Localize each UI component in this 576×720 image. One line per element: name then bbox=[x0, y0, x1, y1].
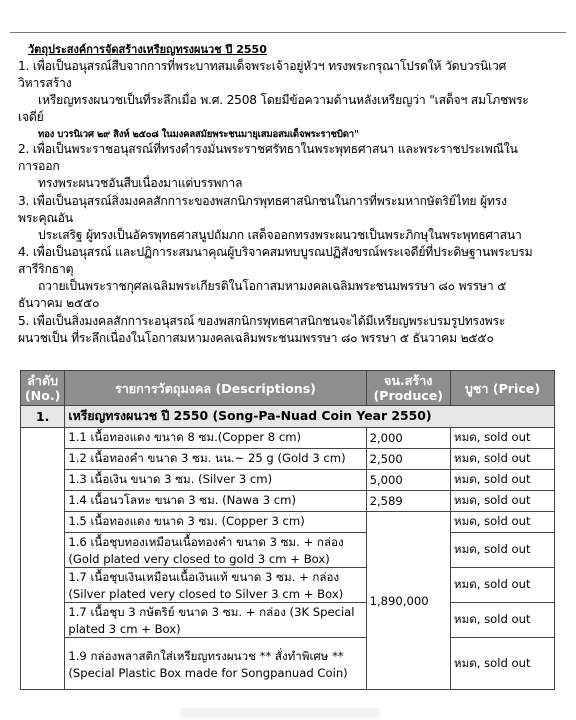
row-description: 1.7 เนื้อชุบ 3 กษัตริย์ ขนาด 3 ซม. + กล่อง (3K Special plated 3 cm + Box) bbox=[65, 603, 366, 638]
row-price: หมด, sold out bbox=[450, 638, 554, 690]
table-row bbox=[21, 533, 555, 568]
section-row bbox=[21, 406, 555, 428]
text-line: การออก bbox=[18, 159, 60, 173]
header-descriptions: รายการวัตถุมงคล (Descriptions) bbox=[65, 371, 366, 406]
top-divider bbox=[10, 32, 566, 33]
row-produce: 2,500 bbox=[366, 449, 450, 470]
header-price: บูชา (Price) bbox=[450, 371, 554, 406]
text-line: ธันวาคม ๒๕๕๐ bbox=[18, 296, 100, 310]
table-row bbox=[21, 603, 555, 638]
table-header-row bbox=[21, 371, 555, 406]
paragraph-4 bbox=[18, 244, 560, 312]
row-price: หมด, sold out bbox=[450, 603, 554, 638]
row-description: 1.6 เนื้อชุบทองเหมือนเนื้อทองคำ ขนาด 3 ซม. + กล่อง (Gold plated very closed to gold 3 cm + Box) bbox=[65, 533, 366, 568]
text-line: ประเสริฐ ผู้ทรงเป็นอัครพุทธศาสนูปถัมภก เสด็จออกทรงพระผนวชเป็นพระภิกษุในพระพุทธศาสนา bbox=[38, 228, 522, 242]
row-price: หมด, sold out bbox=[450, 512, 554, 533]
page-heading: วัตถุประสงค์การจัดสร้างเหรียญทรงผนวช ปี 2550 bbox=[28, 43, 267, 56]
table-row bbox=[21, 638, 555, 690]
empty-cell bbox=[21, 428, 65, 690]
table-row bbox=[21, 428, 555, 449]
header-produce: จน.สร้าง (Produce) bbox=[366, 371, 450, 406]
row-produce: 2,589 bbox=[366, 491, 450, 512]
text-line: ผนวชเป็น ที่ระลึกเนื่องในโอกาสมหามงคลเฉลิมพระชนมพรรษา ๘๐ พรรษา ๕ ธันวาคม ๒๕๕๐ bbox=[18, 331, 494, 345]
table-row bbox=[21, 449, 555, 470]
row-description: 1.2 เนื้อทองคำ ขนาด 3 ซม. นน.~ 25 g (Gold 3 cm) bbox=[65, 449, 366, 470]
table-row bbox=[21, 491, 555, 512]
paragraph-1 bbox=[18, 58, 560, 143]
row-description: 1.4 เนื้อนวโลหะ ขนาด 3 ซม. (Nawa 3 cm) bbox=[65, 491, 366, 512]
text-line: วิหารสร้าง bbox=[18, 76, 72, 90]
text-line: เหรียญทรงผนวชเป็นที่ระลึกเมื่อ พ.ศ. 2508 โดยมีข้อความด้านหลังเหรียญว่า "เสด็จฯ สมโภชพระ bbox=[38, 93, 529, 107]
text-line: ทรงพระผนวชอันสืบเนื่องมาแต่บรรพกาล bbox=[38, 176, 243, 190]
table-row bbox=[21, 512, 555, 533]
row-price: หมด, sold out bbox=[450, 568, 554, 603]
row-description: 1.1 เนื้อทองแดง ขนาด 8 ซม.(Copper 8 cm) bbox=[65, 428, 366, 449]
row-price: หมด, sold out bbox=[450, 449, 554, 470]
section-title: เหรียญทรงผนวช ปี 2550 (Song-Pa-Nuad Coin Year 2550) bbox=[65, 406, 555, 428]
bottom-fade bbox=[180, 708, 380, 718]
table-row bbox=[21, 568, 555, 603]
text-line: 1. เพื่อเป็นอนุสรณ์สืบจากการที่พระบาทสมเด็จพระเจ้าอยู่หัวฯ ทรงพระกรุณาโปรดให้ วัดบวรนิเวศ bbox=[18, 59, 507, 73]
row-price: หมด, sold out bbox=[450, 491, 554, 512]
paragraph-3 bbox=[18, 193, 560, 244]
text-line: 2. เพื่อเป็นพระราชอนุสรณ์ที่ทรงดำรงมั่นพระราชศรัทธาในพระพุทธศาสนา และพระราชประเพณีใน bbox=[18, 142, 518, 156]
row-produce: 5,000 bbox=[366, 470, 450, 491]
items-table bbox=[20, 370, 555, 690]
row-description: 1.5 เนื้อทองแดง ขนาด 3 ซม. (Copper 3 cm) bbox=[65, 512, 366, 533]
text-line: ถวายเป็นพระราชกุศลเฉลิมพระเกียรติในโอกาสมหามงคลเฉลิมพระชนมพรรษา ๘๐ พรรษา ๕ bbox=[38, 279, 507, 293]
text-line: 4. เพื่อเป็นอนุสรณ์ และปฏิการะสมนาคุณผู้บริจาคสมทบบูรณปฏิสังขรณ์พระเจดีย์ที่ประดิษฐานพระบรม bbox=[18, 245, 533, 259]
text-line: ทอง บวรนิเวศ ๒๙ สิงห์ ๒๕๐๘ ในมงคลสมัยพระชนมายุเสมอสมเด็จพระราชบิดา" bbox=[38, 129, 359, 140]
paragraph-5 bbox=[18, 313, 560, 347]
row-description: 1.3 เนื้อเงิน ขนาด 3 ซม. (Silver 3 cm) bbox=[65, 470, 366, 491]
text-line: เจดีย์ bbox=[18, 110, 44, 124]
row-description: 1.9 กล่องพลาสติกใส่เหรียญทรงผนวช ** สั่งทำพิเศษ ** (Special Plastic Box made for Songpanuad Coin) bbox=[65, 638, 366, 690]
header-no: ลำดับ (No.) bbox=[21, 371, 65, 406]
row-price: หมด, sold out bbox=[450, 470, 554, 491]
merged-produce: 1,890,000 bbox=[366, 512, 450, 690]
text-line: 5. เพื่อเป็นสิ่งมงคลสักการะอนุสรณ์ ของพสกนิกรพุทธศาสนิกชนจะได้มีเหรียญพระบรมรูปทรงพระ bbox=[18, 314, 506, 328]
paragraph-2 bbox=[18, 141, 560, 192]
text-line: สารีริกธาตุ bbox=[18, 262, 74, 276]
row-price: หมด, sold out bbox=[450, 428, 554, 449]
row-description: 1.7 เนื้อชุบเงินเหมือนเนื้อเงินแท้ ขนาด 3 ซม. + กล่อง (Silver plated very closed to Silver 3 cm + Box) bbox=[65, 568, 366, 603]
section-number: 1. bbox=[21, 406, 65, 428]
row-price: หมด, sold out bbox=[450, 533, 554, 568]
table-row bbox=[21, 470, 555, 491]
text-line: 3. เพื่อเป็นอนุสรณ์สิ่งมงคลสักการะของพสกนิกรพุทธศาสนิกชนในการที่พระมหากษัตริย์ไทย ผู้ทรง bbox=[18, 194, 507, 208]
text-line: พระคุณอัน bbox=[18, 211, 73, 225]
row-produce: 2,000 bbox=[366, 428, 450, 449]
